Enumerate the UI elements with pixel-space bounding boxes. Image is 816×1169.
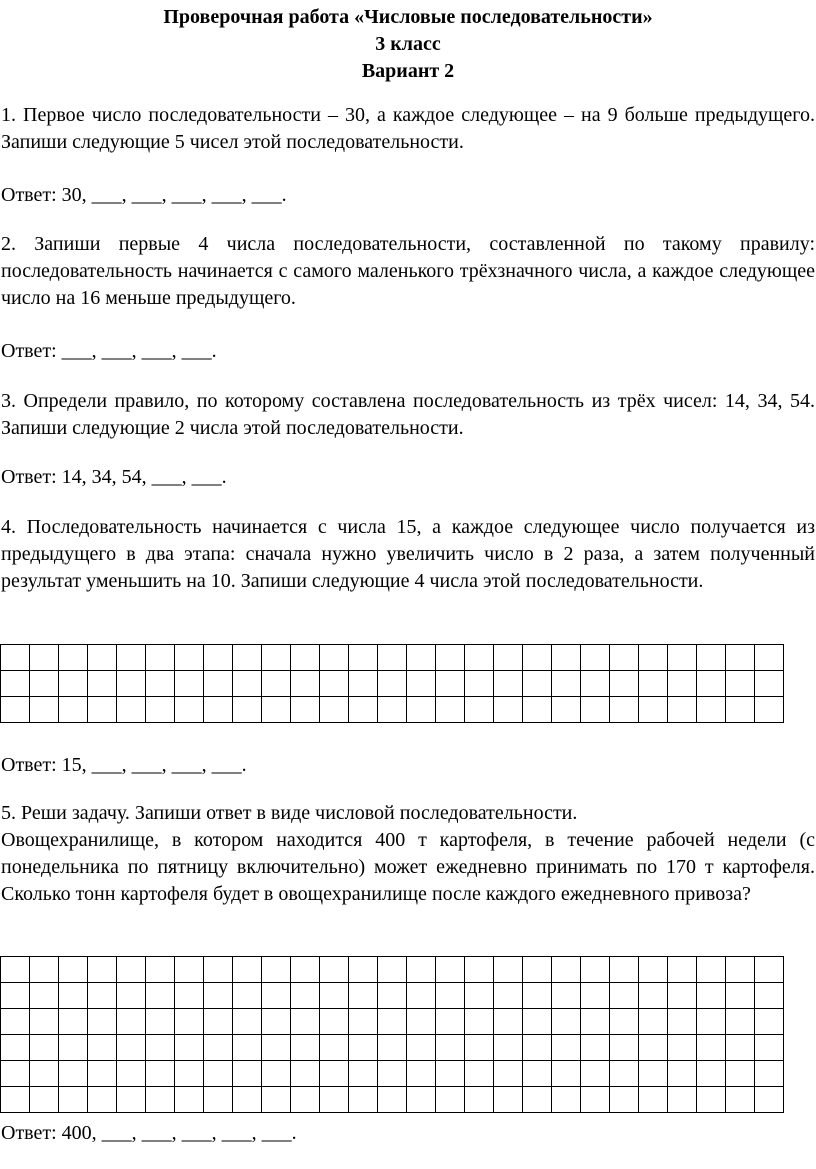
grid-row	[1, 957, 784, 983]
grid-cell	[668, 645, 697, 671]
grid-cell	[523, 671, 552, 697]
task-2-text: 2. Запиши первые 4 числа последовательности, составленной по такому правилу: последовательность начинается с самого маленького трёхзначного числа, а каждое следующее число на 16 меньше предыдущего.	[1, 233, 815, 309]
grid-cell	[726, 1035, 755, 1061]
grid-cell	[117, 957, 146, 983]
grade-label: 3 класс	[375, 33, 441, 55]
grid-cell	[146, 1009, 175, 1035]
grid-cell	[494, 1061, 523, 1087]
grid-cell	[407, 957, 436, 983]
grid-cell	[262, 645, 291, 671]
grid-cell	[407, 697, 436, 723]
grid-cell	[378, 1087, 407, 1113]
grid-cell	[755, 957, 784, 983]
grid-cell	[610, 1035, 639, 1061]
grid-cell	[59, 697, 88, 723]
grid-cell	[639, 957, 668, 983]
grid-cell	[610, 1087, 639, 1113]
grid-cell	[349, 1087, 378, 1113]
task-4-text: 4. Последовательность начинается с числа 15, а каждое следующее число получается из предыдущего в два этапа: сначала нужно увеличить число в 2 раза, а затем полученный результат уменьшить на 10. Запиши следующие 4 числа этой последовательности.	[1, 516, 815, 592]
grid-cell	[146, 671, 175, 697]
grid-cell	[88, 1087, 117, 1113]
grid-cell	[320, 1035, 349, 1061]
grid-cell	[668, 1009, 697, 1035]
grid-cell	[378, 1035, 407, 1061]
grid-cell	[523, 1087, 552, 1113]
grid-cell	[610, 697, 639, 723]
grid-row	[1, 697, 784, 723]
grid-cell	[407, 1061, 436, 1087]
grid-cell	[436, 1061, 465, 1087]
grid-cell	[552, 671, 581, 697]
grid-cell	[88, 1009, 117, 1035]
grid-cell	[30, 957, 59, 983]
grid-cell	[233, 645, 262, 671]
task-5-text: Овощехранилище, в котором находится 400 т картофеля, в течение рабочей недели (с понедельника по пятницу включительно) может ежедневно принимать по 170 т картофеля. Сколько тонн картофеля будет в овощехранилище после каждого ежедневного привоза?	[1, 829, 815, 905]
grid-cell	[465, 1035, 494, 1061]
grid-cell	[755, 1061, 784, 1087]
grid-cell	[117, 697, 146, 723]
grid-cell	[204, 671, 233, 697]
grid-cell	[262, 671, 291, 697]
task-1-answer: Ответ: 30, ___, ___, ___, ___, ___.	[1, 184, 287, 206]
grid-cell	[262, 1035, 291, 1061]
grid-cell	[407, 983, 436, 1009]
grid-cell	[1, 671, 30, 697]
grid-cell	[1, 1009, 30, 1035]
grid-cell	[465, 671, 494, 697]
grid-cell	[291, 983, 320, 1009]
grid-cell	[697, 645, 726, 671]
grid-cell	[581, 983, 610, 1009]
grid-cell	[523, 957, 552, 983]
grid-cell	[117, 1061, 146, 1087]
grid-cell	[610, 957, 639, 983]
grid-cell	[494, 1035, 523, 1061]
grid-cell	[465, 957, 494, 983]
grid-cell	[465, 697, 494, 723]
grid-cell	[494, 983, 523, 1009]
grid-cell	[436, 1009, 465, 1035]
grid-cell	[291, 1035, 320, 1061]
grid-cell	[88, 983, 117, 1009]
grid-cell	[117, 983, 146, 1009]
grid-cell	[175, 697, 204, 723]
grid-cell	[146, 645, 175, 671]
grid-cell	[30, 1061, 59, 1087]
grid-cell	[59, 983, 88, 1009]
grid-cell	[523, 1009, 552, 1035]
grid-cell	[59, 645, 88, 671]
grid-cell	[378, 671, 407, 697]
grid-cell	[146, 697, 175, 723]
grid-cell	[697, 697, 726, 723]
grid-cell	[581, 1009, 610, 1035]
grid-cell	[726, 1087, 755, 1113]
grid-row	[1, 1061, 784, 1087]
grid-cell	[494, 645, 523, 671]
grid-cell	[175, 1087, 204, 1113]
grid-cell	[30, 1035, 59, 1061]
grid-cell	[639, 1087, 668, 1113]
grid-cell	[291, 697, 320, 723]
task-2-answer: Ответ: ___, ___, ___, ___.	[1, 340, 217, 362]
grid-cell	[233, 1061, 262, 1087]
grid-cell	[291, 671, 320, 697]
grid-cell	[262, 957, 291, 983]
grid-cell	[639, 697, 668, 723]
grid-cell	[349, 1035, 378, 1061]
grid-cell	[88, 957, 117, 983]
grid-row	[1, 1009, 784, 1035]
grid-cell	[291, 1087, 320, 1113]
grid-cell	[436, 671, 465, 697]
task-4-work-grid	[0, 644, 784, 723]
grid-cell	[639, 1061, 668, 1087]
grid-cell	[494, 1009, 523, 1035]
grid-cell	[552, 1009, 581, 1035]
grid-cell	[175, 1035, 204, 1061]
grid-cell	[378, 1061, 407, 1087]
grid-cell	[668, 1035, 697, 1061]
grid-cell	[610, 1009, 639, 1035]
grid-row	[1, 671, 784, 697]
grid-cell	[233, 1009, 262, 1035]
grid-cell	[581, 1087, 610, 1113]
worksheet-title: Проверочная работа «Числовые последовательности»	[163, 6, 653, 28]
grid-cell	[146, 1035, 175, 1061]
grid-cell	[88, 1035, 117, 1061]
grid-cell	[204, 957, 233, 983]
grid-cell	[697, 1087, 726, 1113]
grid-cell	[262, 1009, 291, 1035]
grid-cell	[233, 983, 262, 1009]
grid-cell	[88, 671, 117, 697]
grid-cell	[233, 671, 262, 697]
grid-cell	[494, 957, 523, 983]
grid-cell	[59, 1009, 88, 1035]
grid-cell	[349, 1009, 378, 1035]
grid-cell	[262, 1061, 291, 1087]
grid-cell	[407, 1087, 436, 1113]
grid-cell	[291, 1061, 320, 1087]
grid-cell	[610, 983, 639, 1009]
grid-cell	[1, 1061, 30, 1087]
grid-cell	[726, 645, 755, 671]
grid-cell	[639, 671, 668, 697]
grid-cell	[320, 983, 349, 1009]
grid-cell	[233, 697, 262, 723]
grid-cell	[175, 983, 204, 1009]
grid-cell	[30, 645, 59, 671]
grid-cell	[233, 1087, 262, 1113]
grid-cell	[1, 1035, 30, 1061]
grid-cell	[320, 671, 349, 697]
grid-cell	[523, 645, 552, 671]
variant-label: Вариант 2	[361, 60, 455, 82]
grid-cell	[436, 1035, 465, 1061]
grid-cell	[320, 957, 349, 983]
task-3-answer: Ответ: 14, 34, 54, ___, ___.	[1, 466, 227, 488]
grid-cell	[668, 671, 697, 697]
grid-cell	[175, 645, 204, 671]
grid-row	[1, 983, 784, 1009]
grid-cell	[552, 957, 581, 983]
grid-cell	[59, 1087, 88, 1113]
grid-cell	[581, 1035, 610, 1061]
grid-cell	[233, 1035, 262, 1061]
grid-cell	[436, 697, 465, 723]
grid-cell	[59, 1061, 88, 1087]
grid-cell	[117, 1087, 146, 1113]
grid-cell	[436, 957, 465, 983]
grid-cell	[1, 957, 30, 983]
grid-cell	[175, 1009, 204, 1035]
grid-cell	[523, 983, 552, 1009]
grid-cell	[755, 697, 784, 723]
grid-cell	[523, 1061, 552, 1087]
grid-cell	[639, 983, 668, 1009]
grid-cell	[233, 957, 262, 983]
grid-cell	[494, 697, 523, 723]
grid-cell	[30, 1087, 59, 1113]
grid-cell	[59, 957, 88, 983]
grid-cell	[668, 697, 697, 723]
grid-cell	[436, 983, 465, 1009]
grid-cell	[30, 1009, 59, 1035]
grid-cell	[668, 1087, 697, 1113]
grid-cell	[610, 671, 639, 697]
grid-cell	[349, 697, 378, 723]
grid-cell	[88, 697, 117, 723]
grid-cell	[378, 983, 407, 1009]
grid-cell	[320, 1009, 349, 1035]
grid-cell	[581, 957, 610, 983]
grid-cell	[291, 957, 320, 983]
task-4-answer: Ответ: 15, ___, ___, ___, ___.	[1, 754, 247, 776]
grid-cell	[146, 983, 175, 1009]
grid-cell	[726, 1061, 755, 1087]
grid-cell	[291, 645, 320, 671]
grid-cell	[30, 983, 59, 1009]
grid-cell	[697, 957, 726, 983]
grid-cell	[726, 697, 755, 723]
grid-cell	[117, 1035, 146, 1061]
grid-cell	[726, 671, 755, 697]
grid-cell	[175, 1061, 204, 1087]
grid-cell	[552, 1035, 581, 1061]
grid-cell	[668, 983, 697, 1009]
grid-cell	[349, 1061, 378, 1087]
grid-cell	[378, 1009, 407, 1035]
grid-cell	[755, 1035, 784, 1061]
grid-cell	[349, 671, 378, 697]
grid-cell	[523, 697, 552, 723]
grid-cell	[465, 1087, 494, 1113]
grid-cell	[639, 1035, 668, 1061]
grid-cell	[552, 1061, 581, 1087]
grid-cell	[1, 697, 30, 723]
grid-cell	[204, 1009, 233, 1035]
grid-cell	[697, 1035, 726, 1061]
grid-cell	[262, 1087, 291, 1113]
grid-cell	[407, 645, 436, 671]
grid-cell	[88, 1061, 117, 1087]
grid-cell	[407, 671, 436, 697]
grid-cell	[204, 697, 233, 723]
grid-cell	[697, 983, 726, 1009]
grid-cell	[697, 1061, 726, 1087]
grid-cell	[465, 1061, 494, 1087]
grid-cell	[204, 1061, 233, 1087]
grid-cell	[639, 645, 668, 671]
grid-cell	[204, 983, 233, 1009]
grid-cell	[726, 957, 755, 983]
grid-cell	[378, 957, 407, 983]
grid-cell	[349, 983, 378, 1009]
grid-cell	[291, 1009, 320, 1035]
grid-cell	[1, 645, 30, 671]
grid-cell	[494, 671, 523, 697]
grid-cell	[262, 983, 291, 1009]
task-5-heading: 5. Реши задачу. Запиши ответ в виде числовой последовательности.	[1, 802, 578, 824]
grid-cell	[1, 1087, 30, 1113]
grid-cell	[523, 1035, 552, 1061]
grid-cell	[175, 671, 204, 697]
grid-cell	[610, 1061, 639, 1087]
grid-cell	[175, 957, 204, 983]
grid-cell	[436, 645, 465, 671]
worksheet-header	[0, 4, 816, 85]
task-5-answer: Ответ: 400, ___, ___, ___, ___, ___.	[1, 1122, 297, 1144]
grid-cell	[755, 1087, 784, 1113]
task-3-text: 3. Определи правило, по которому составлена последовательность из трёх чисел: 14, 34, 54. Запиши следующие 2 числа этой последовательности.	[1, 390, 815, 439]
grid-cell	[494, 1087, 523, 1113]
grid-cell	[697, 1009, 726, 1035]
grid-cell	[349, 957, 378, 983]
task-5-work-grid	[0, 956, 784, 1113]
grid-cell	[320, 645, 349, 671]
grid-cell	[146, 1087, 175, 1113]
grid-cell	[407, 1009, 436, 1035]
grid-cell	[262, 697, 291, 723]
grid-cell	[30, 671, 59, 697]
grid-cell	[117, 645, 146, 671]
grid-cell	[320, 697, 349, 723]
grid-cell	[117, 671, 146, 697]
grid-cell	[146, 957, 175, 983]
grid-cell	[204, 645, 233, 671]
grid-cell	[668, 1061, 697, 1087]
grid-cell	[755, 671, 784, 697]
grid-cell	[552, 645, 581, 671]
grid-cell	[204, 1035, 233, 1061]
grid-cell	[726, 1009, 755, 1035]
grid-cell	[320, 1061, 349, 1087]
grid-cell	[146, 1061, 175, 1087]
grid-cell	[610, 645, 639, 671]
grid-cell	[552, 697, 581, 723]
grid-row	[1, 1087, 784, 1113]
grid-cell	[639, 1009, 668, 1035]
grid-cell	[581, 645, 610, 671]
grid-cell	[465, 1009, 494, 1035]
grid-cell	[88, 645, 117, 671]
grid-cell	[349, 645, 378, 671]
grid-row	[1, 1035, 784, 1061]
grid-cell	[552, 1087, 581, 1113]
grid-cell	[378, 697, 407, 723]
grid-cell	[117, 1009, 146, 1035]
grid-cell	[465, 645, 494, 671]
grid-cell	[755, 983, 784, 1009]
grid-cell	[755, 1009, 784, 1035]
grid-cell	[552, 983, 581, 1009]
grid-cell	[59, 1035, 88, 1061]
grid-cell	[697, 671, 726, 697]
grid-cell	[436, 1087, 465, 1113]
task-1-text: 1. Первое число последовательности – 30, а каждое следующее – на 9 больше предыдущего. Запиши следующие 5 чисел этой последовательности.	[1, 104, 815, 153]
grid-cell	[581, 671, 610, 697]
grid-cell	[581, 1061, 610, 1087]
grid-cell	[726, 983, 755, 1009]
grid-cell	[204, 1087, 233, 1113]
grid-cell	[1, 983, 30, 1009]
grid-cell	[30, 697, 59, 723]
grid-cell	[320, 1087, 349, 1113]
grid-cell	[668, 957, 697, 983]
grid-cell	[465, 983, 494, 1009]
grid-cell	[378, 645, 407, 671]
grid-cell	[407, 1035, 436, 1061]
grid-cell	[59, 671, 88, 697]
grid-cell	[581, 697, 610, 723]
grid-row	[1, 645, 784, 671]
grid-cell	[755, 645, 784, 671]
